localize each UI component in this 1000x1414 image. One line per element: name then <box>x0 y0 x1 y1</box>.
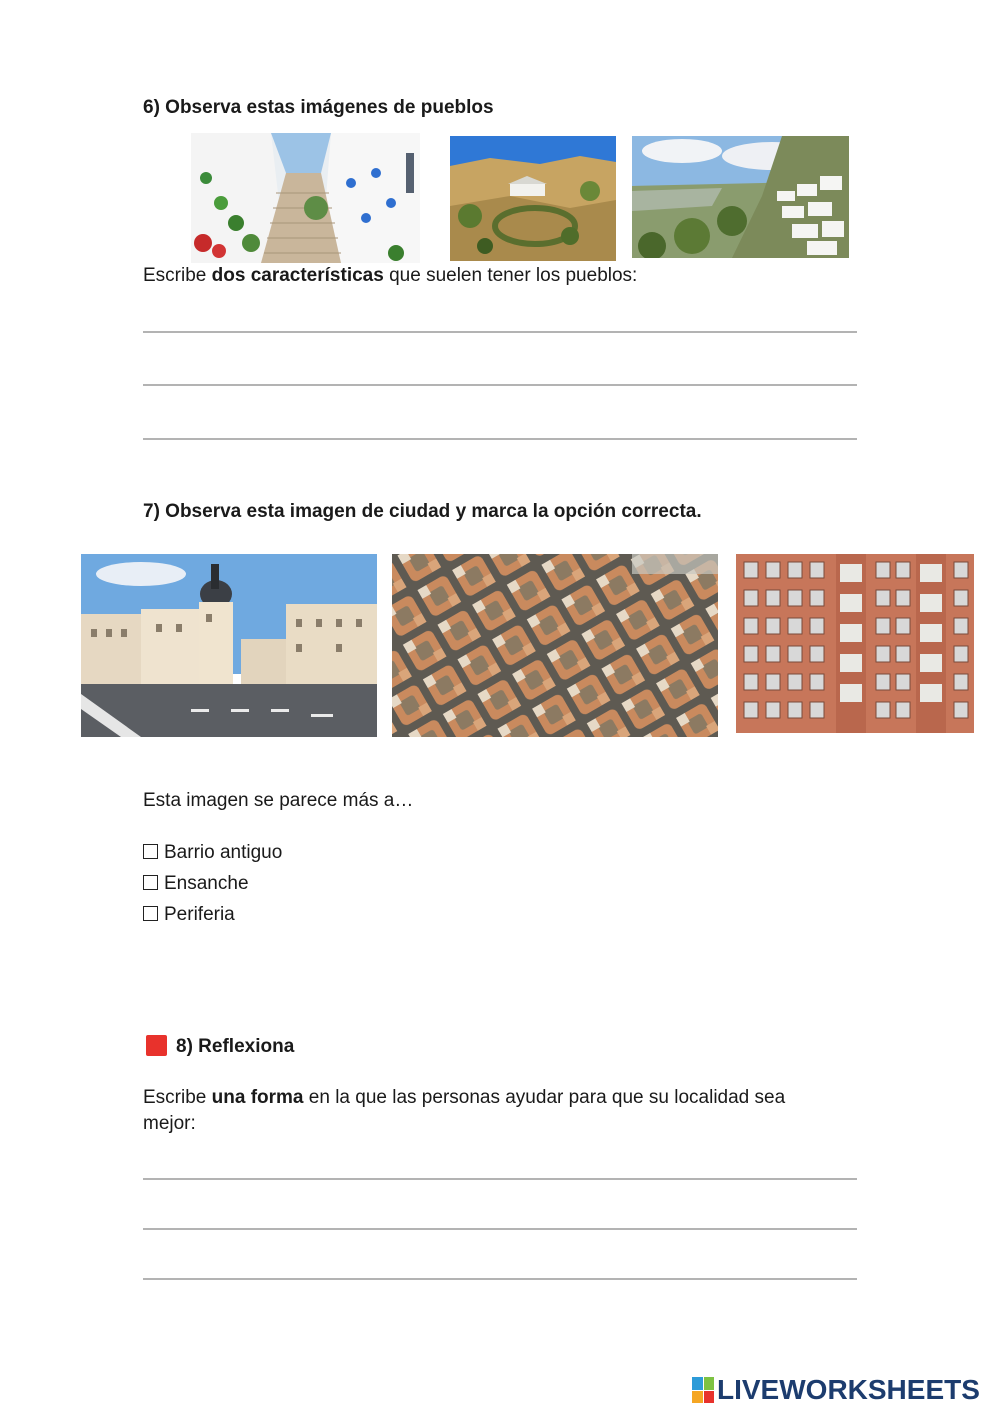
logo-text: LIVEWORKSHEETS <box>717 1374 980 1405</box>
option-periferia[interactable] <box>143 903 235 927</box>
periphery-apartment-block-image <box>736 554 974 733</box>
hillside-white-town-image <box>632 136 849 258</box>
section-8-heading: 8) Reflexiona <box>176 1036 295 1057</box>
section-6-prompt: Escribe dos características que suelen tener los pueblos: <box>143 265 638 286</box>
answer-line-6b[interactable] <box>143 384 857 386</box>
red-square-icon <box>146 1035 167 1056</box>
option-barrio-antiguo[interactable] <box>143 841 282 865</box>
checkbox-periferia[interactable] <box>143 906 158 921</box>
section-8-prompt: Escribe una forma en la que las personas ayudar para que su localidad sea mejor: <box>143 1087 786 1134</box>
answer-line-6c[interactable] <box>143 438 857 440</box>
rural-farmhouse-landscape-image <box>450 136 616 261</box>
checkbox-ensanche[interactable] <box>143 875 158 890</box>
checkbox-barrio-antiguo[interactable] <box>143 844 158 859</box>
section-7-heading: 7) Observa esta imagen de ciudad y marca la opción correcta. <box>143 501 702 522</box>
option-label: Periferia <box>164 904 235 925</box>
liveworksheets-logo <box>692 1374 980 1406</box>
section-7-question: Esta imagen se parece más a… <box>143 790 414 811</box>
answer-line-8b[interactable] <box>143 1228 857 1230</box>
answer-line-8a[interactable] <box>143 1178 857 1180</box>
section-6-heading: 6) Observa estas imágenes de pueblos <box>143 97 494 118</box>
option-label: Ensanche <box>164 873 249 894</box>
white-village-street-image <box>191 133 420 263</box>
answer-line-6a[interactable] <box>143 331 857 333</box>
option-label: Barrio antiguo <box>164 842 283 863</box>
option-ensanche[interactable] <box>143 872 249 896</box>
historic-city-center-image <box>81 554 377 737</box>
answer-line-8c[interactable] <box>143 1278 857 1280</box>
aerial-ensanche-grid-image <box>392 554 718 737</box>
liveworksheets-mark-icon <box>692 1377 714 1403</box>
